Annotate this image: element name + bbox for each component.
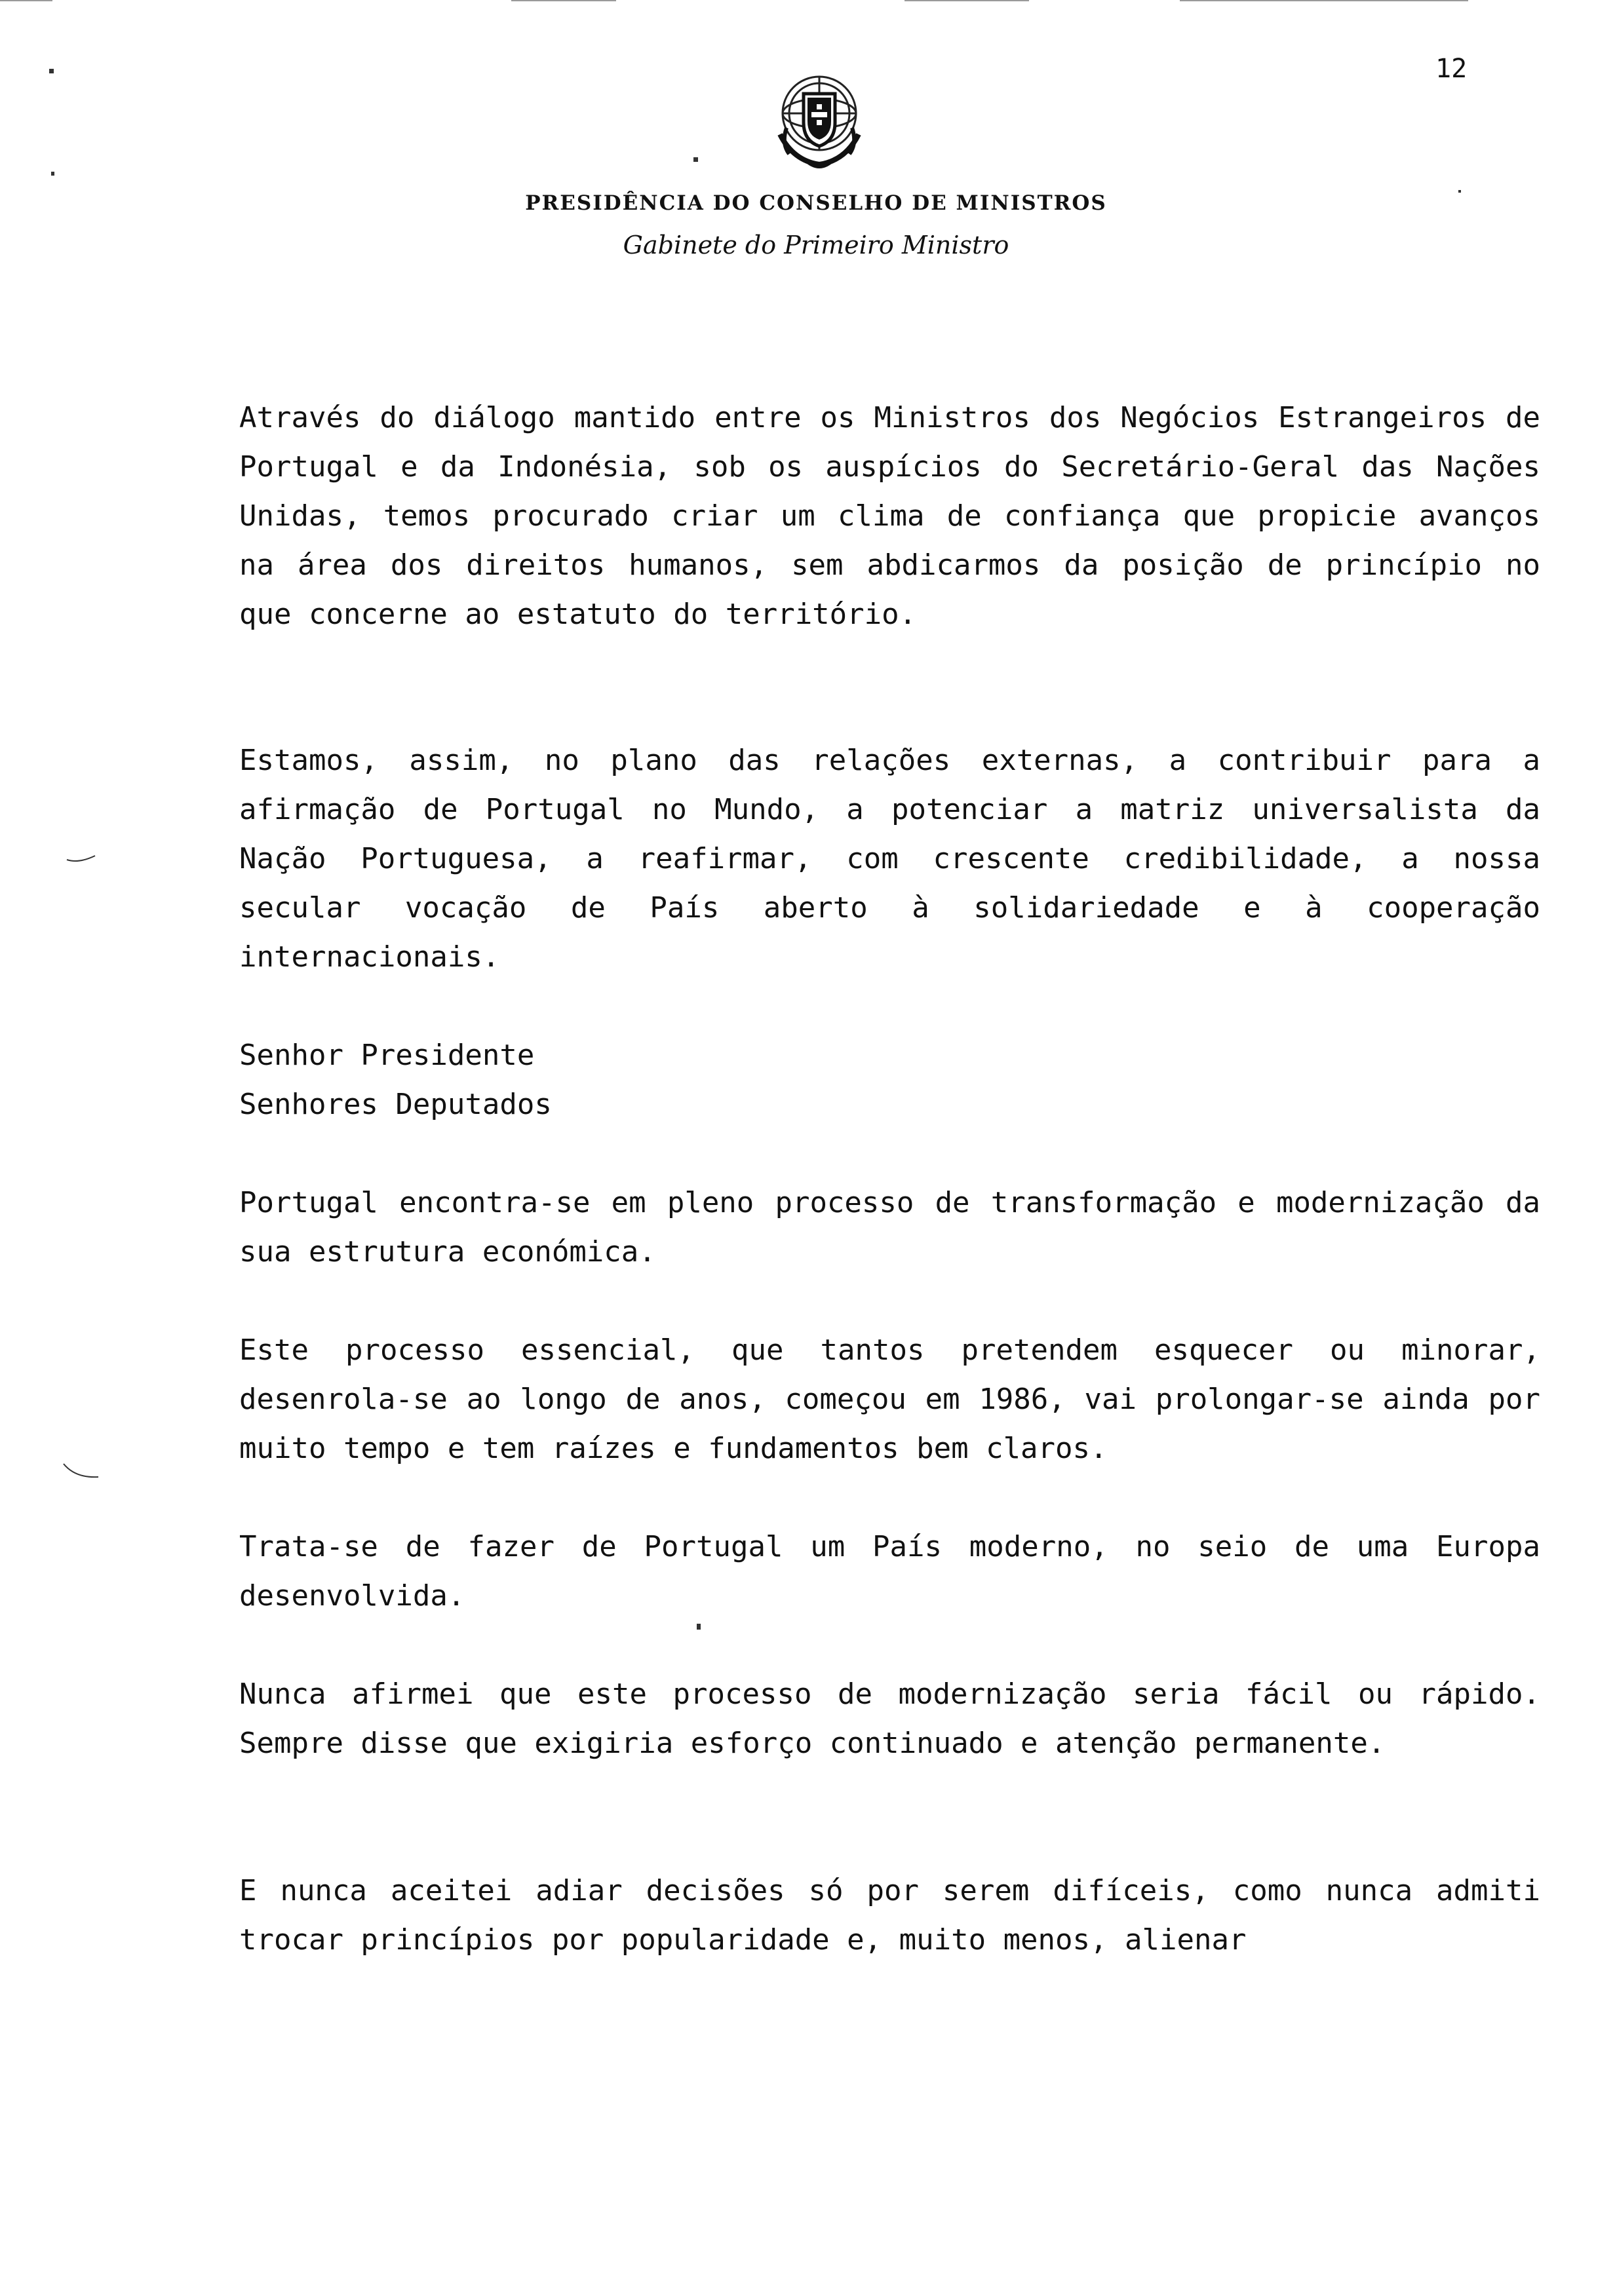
scan-artifact-line [0, 0, 52, 1]
scan-speck [693, 157, 698, 162]
scan-speck [49, 69, 54, 73]
office-subtitle: Gabinete do Primeiro Ministro [623, 231, 1009, 259]
paragraph-continued-effort: Nunca afirmei que este processo de modernização seria fácil ou rápido. Sempre disse que exigiria esforço continuado e atenção permanente. [239, 1677, 1540, 1760]
paragraph-modern-country: Trata-se de fazer de Portugal um País moderno, no seio de uma Europa desenvolvida. [239, 1530, 1540, 1613]
paragraph-difficult-decisions: E nunca aceitei adiar decisões só por serem difíceis, como nunca admiti trocar princípios por popularidade e, muito menos, alienar [239, 1874, 1540, 1957]
scan-artifact-line [511, 0, 616, 1]
scan-speck [697, 1624, 701, 1630]
paragraph-external-relations: Estamos, assim, no plano das relações externas, a contribuir para a afirmação de Portugal no Mundo, a potenciar a matriz universalista da Nação Portuguesa, a reafirmar, com crescente credibilidade, a nossa secular vocação de País aberto à solidariedade e à cooperação internacionais. [239, 744, 1540, 974]
scan-artifact-line [1180, 0, 1468, 1]
page-number: 12 [1435, 54, 1468, 84]
paragraph-modernization-process: Este processo essencial, que tantos pretendem esquecer ou minorar, desenrola-se ao longo de anos, começou em 1986, vai prolongar-se ainda por muito tempo e tem raízes e fundamentos bem claros. [239, 1333, 1540, 1465]
portuguese-coat-of-arms-icon [767, 62, 872, 174]
salutation-president: Senhor Presidente [239, 1039, 535, 1072]
scan-speck [1458, 190, 1461, 193]
margin-mark [62, 1461, 102, 1481]
scan-artifact-line [905, 0, 1029, 1]
paragraph-human-rights-dialogue: Através do diálogo mantido entre os Ministros dos Negócios Estrangeiros de Portugal e da Indonésia, sob os auspícios do Secretário-Geral das Nações Unidas, temos procurado criar um clima de confiança que propicie avanços na área dos direitos humanos, sem abdicarmos da posição de princípio no que concerne ao estatuto do território. [239, 401, 1540, 631]
margin-mark [66, 852, 98, 865]
salutation-deputies: Senhores Deputados [239, 1088, 552, 1121]
paragraph-economic-transformation: Portugal encontra-se em pleno processo de transformação e modernização da sua estrutura económica. [239, 1186, 1540, 1269]
institution-title: PRESIDÊNCIA DO CONSELHO DE MINISTROS [525, 191, 1107, 215]
scan-speck [51, 172, 54, 176]
